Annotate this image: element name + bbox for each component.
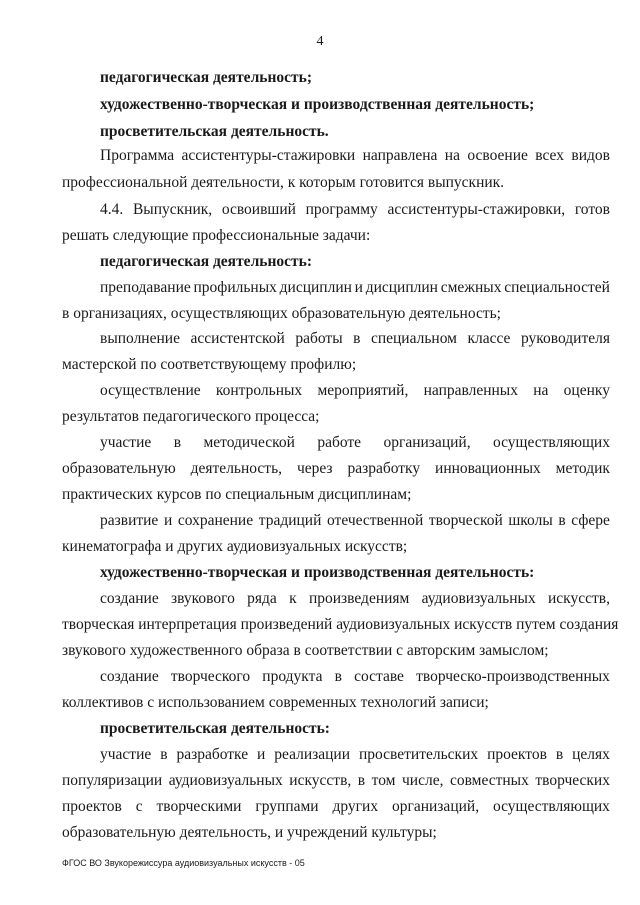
heading-artistic: художественно-творческая и производственная деятельность;: [100, 96, 535, 113]
word: осуществление: [100, 382, 201, 399]
word: творческо-производственных: [416, 668, 610, 685]
word: специальностей: [504, 279, 610, 296]
word: числе,: [401, 772, 444, 789]
word: дисциплин: [365, 279, 438, 296]
word: в: [160, 746, 168, 763]
para-44-line: [100, 200, 610, 220]
word: на: [444, 147, 460, 164]
word: аудиовизуальных: [421, 590, 536, 607]
list-item-line: [100, 329, 610, 349]
word: аудиовизуальных: [168, 772, 283, 789]
word: к: [289, 590, 297, 607]
word: популяризации: [62, 772, 163, 789]
word: разработку: [347, 460, 421, 477]
word: методик: [555, 460, 610, 477]
word: контрольных: [215, 382, 303, 399]
word: в: [173, 434, 182, 451]
word: методической: [203, 434, 295, 451]
list-item-line: [100, 511, 610, 531]
word: деятельность,: [190, 460, 283, 477]
word: совместных: [449, 772, 529, 789]
word: осуществляющих: [492, 798, 610, 815]
list-item-line: творческая интерпретация произведений аудиовизуальных искусств путем создания: [62, 616, 619, 633]
word: реализации: [274, 746, 351, 763]
word: том: [371, 772, 396, 789]
word: и: [354, 279, 363, 296]
word: инновационных: [435, 460, 541, 477]
word: Программа: [100, 147, 175, 164]
word: направлена: [362, 147, 438, 164]
word: ассистентуры-стажировки,: [387, 201, 566, 218]
list-item-line: звукового художественного образа в соответствии с авторским замыслом;: [62, 642, 549, 659]
word: сохранение: [177, 512, 254, 529]
word: с: [135, 798, 143, 815]
word: развитие: [100, 512, 159, 529]
heading-pedagogical: педагогическая деятельность;: [100, 69, 312, 86]
word: творческих: [535, 772, 610, 789]
list-item-line: коллективов с использованием современных технологий записи;: [62, 694, 489, 711]
word: творческой: [428, 512, 503, 529]
word: и: [257, 746, 266, 763]
word: звукового: [171, 590, 235, 607]
word: выполнение: [100, 330, 180, 347]
word: ассистентуры-стажировки: [181, 147, 356, 164]
word: в: [555, 746, 564, 763]
word: работе: [317, 434, 362, 451]
heading-educational: просветительская деятельность.: [100, 123, 329, 140]
list-item-line: образовательную деятельность, и учреждений культуры;: [62, 824, 437, 841]
word: смежных: [440, 279, 502, 296]
word: создание: [100, 668, 159, 685]
word: Выпускник,: [132, 201, 213, 218]
word: на: [533, 382, 549, 399]
para-program-line: профессиональной деятельности, к которым готовится выпускник.: [62, 174, 505, 191]
word: творческого: [170, 668, 251, 685]
list-item-line: [100, 433, 610, 453]
word: 4.4.: [100, 201, 124, 218]
word: участие: [100, 434, 152, 451]
word: традиций: [258, 512, 322, 529]
list-item-line: [100, 278, 610, 298]
word: творческими: [156, 798, 242, 815]
word: отечественной: [327, 512, 424, 529]
word: руководителя: [520, 330, 610, 347]
para-program-line: [100, 146, 610, 166]
word: всех: [535, 147, 564, 164]
word: организаций,: [391, 798, 480, 815]
word: просветительских: [358, 746, 479, 763]
section-heading-artistic: художественно-творческая и производственная деятельность:: [100, 564, 535, 581]
word: составе: [354, 668, 404, 685]
word: освоение: [467, 147, 528, 164]
list-item-line: [100, 745, 610, 765]
word: и: [163, 512, 173, 529]
para-44-line: решать следующие профессиональные задачи:: [62, 227, 371, 244]
word: освоивший: [221, 201, 296, 218]
word: специальном: [370, 330, 457, 347]
word: участие: [100, 746, 152, 763]
word: работы: [295, 330, 343, 347]
word: мероприятий,: [317, 382, 409, 399]
word: создание: [100, 590, 159, 607]
list-item-line: результатов педагогического процесса;: [62, 408, 320, 425]
list-item-line: [100, 667, 610, 687]
word: целях: [572, 746, 610, 763]
list-item-line: мастерской по соответствующему профилю;: [62, 356, 357, 373]
word: в: [558, 512, 566, 529]
word: через: [296, 460, 333, 477]
word: сфере: [571, 512, 610, 529]
word: произведениям: [308, 590, 410, 607]
word: видов: [571, 147, 610, 164]
word: в: [357, 772, 366, 789]
page-number: 4: [316, 34, 324, 49]
word: группами: [255, 798, 319, 815]
word: искусств,: [289, 772, 352, 789]
word: образовательную: [62, 460, 176, 477]
word: ряда: [247, 590, 277, 607]
word: профильных: [193, 279, 277, 296]
word: готов: [574, 201, 610, 218]
word: ассистентской: [190, 330, 285, 347]
list-item-line: [62, 459, 610, 479]
section-heading-pedagogical: педагогическая деятельность:: [100, 253, 312, 270]
list-item-line: практических курсов по специальным дисциплинам;: [62, 486, 412, 503]
word: искусств,: [548, 590, 610, 607]
word: в: [353, 330, 361, 347]
word: разработке: [176, 746, 249, 763]
word: классе: [467, 330, 511, 347]
word: проектов: [487, 746, 547, 763]
word: программу: [305, 201, 378, 218]
list-item-line: [100, 589, 610, 609]
word: дисциплин: [279, 279, 352, 296]
page-footer: ФГОС ВО Звукорежиссура аудиовизуальных искусств - 05: [62, 858, 305, 868]
section-heading-educational: просветительская деятельность:: [100, 720, 330, 737]
word: организаций,: [383, 434, 471, 451]
word: осуществляющих: [493, 434, 610, 451]
word: оценку: [563, 382, 610, 399]
word: направленных: [423, 382, 518, 399]
list-item-line: в организациях, осуществляющих образовательную деятельность;: [62, 305, 501, 322]
list-item-line: кинематографа и других аудиовизуальных искусств;: [62, 538, 408, 555]
word: других: [332, 798, 379, 815]
word: продукта: [262, 668, 323, 685]
word: преподавание: [100, 279, 191, 296]
list-item-line: [100, 381, 610, 401]
list-item-line: [62, 797, 610, 817]
word: в: [334, 668, 342, 685]
word: проектов: [62, 798, 122, 815]
list-item-line: [62, 771, 610, 791]
word: школы: [508, 512, 553, 529]
